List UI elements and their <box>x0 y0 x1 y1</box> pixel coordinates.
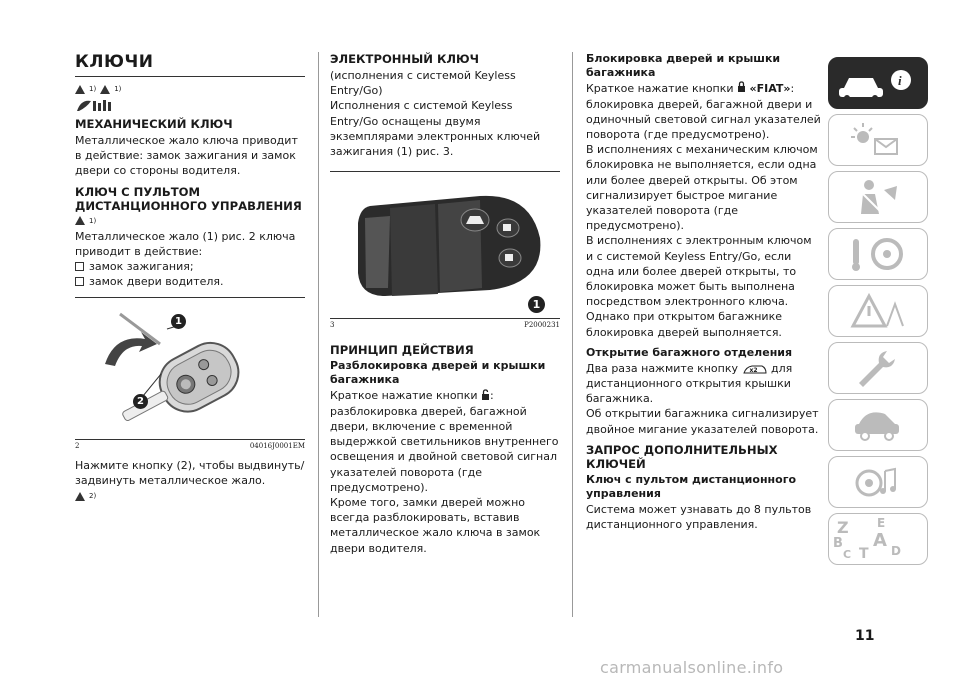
tab-safety[interactable] <box>828 171 928 223</box>
callout-1: 1 <box>528 296 545 313</box>
environment-icon <box>75 97 305 113</box>
title-rule <box>75 76 305 77</box>
electronic-key-illustration <box>330 178 560 318</box>
fold-key-illustration <box>75 304 305 439</box>
svg-text:i: i <box>898 73 902 88</box>
bullet-box-icon <box>75 262 84 271</box>
callout-2: 2 <box>133 394 148 409</box>
figure-3 <box>330 178 560 319</box>
wrench-icon <box>829 343 927 393</box>
lock-icon <box>737 81 746 96</box>
tab-car-info[interactable] <box>828 57 928 109</box>
lock-text-4: Однако при открытом багажнике блокировка дверей выполняется. <box>586 310 782 339</box>
unlock-text-2: Кроме того, замки дверей можно всегда разблокировать, вставив металлическое жало ключа в замок двери водителя. <box>330 496 541 555</box>
trunk-text-2: Об открытии багажника сигнализирует двойное мигание указателей поворота. <box>586 407 819 436</box>
car-service-icon <box>829 400 927 450</box>
unlock-heading: Разблокировка дверей и крышки багажника <box>330 359 546 387</box>
warning-refs: 1) 1) <box>75 83 305 95</box>
callout-1: 1 <box>171 314 186 329</box>
electronic-key-subtext: (исполнения с системой Keyless Entry/Go) <box>330 69 516 98</box>
tab-warnings[interactable] <box>828 285 928 337</box>
lock-text: Краткое нажатие кнопки «FIAT»: блокировка дверей, багажной двери и одиночный световой сигнал указателей поворота (где предусмотрено). <box>586 82 821 141</box>
principle-heading: ПРИНЦИП ДЕЙСТВИЯ <box>330 343 474 358</box>
warning-icon <box>75 216 85 225</box>
lights-mail-icon <box>829 115 927 165</box>
trunk-x2-icon: x2 <box>742 363 768 375</box>
watermark: carmanualsonline.info <box>600 658 784 677</box>
unlock-icon <box>481 389 490 404</box>
unlock-text: Краткое нажатие кнопки : разблокировка дверей, багажной двери, включение с временной выдержкой светильников внутреннего освещения и двойной световой сигнал указателей поворота (где предусмотрено). <box>330 389 559 494</box>
trunk-heading: Открытие багажного отделения <box>586 345 793 359</box>
index-letter: B <box>833 536 843 551</box>
remote-key-heading: КЛЮЧ С ПУЛЬТОМ ДИСТАНЦИОННОГО УПРАВЛЕНИЯ <box>75 184 302 213</box>
media-icon <box>829 457 927 507</box>
bullet-item: замок двери водителя. <box>75 274 305 289</box>
bullet-item: замок зажигания; <box>75 259 305 274</box>
figure-top-rule <box>75 297 305 298</box>
index-letter: C <box>843 548 852 561</box>
figure-caption <box>330 321 560 329</box>
lock-text-3: В исполнениях с электронным ключом и с системой Keyless Entry/Go, если одна или более дверей открыты, то блокировка может быть выполнена посредством электронного ключа. <box>586 234 812 309</box>
column-1 <box>75 52 305 504</box>
column-3 <box>586 52 821 532</box>
lock-heading: Блокировка дверей и крышки багажника <box>586 52 781 79</box>
mech-key-text: Металлическое жало ключа приводит в действие: замок зажигания и замок двери со стороны водителя. <box>75 134 298 178</box>
figure-code: P2000231 <box>524 321 560 330</box>
column-divider <box>572 52 573 617</box>
tab-multimedia[interactable] <box>828 456 928 508</box>
car-info-icon <box>829 58 927 108</box>
trunk-text: Два раза нажмите кнопку x2 для дистанционного открытия крышки багажника. <box>586 361 793 406</box>
index-letter: D <box>891 544 901 558</box>
warning-icon <box>75 492 85 501</box>
after-figure-text: Нажмите кнопку (2), чтобы выдвинуть/задвинуть металлическое жало. <box>75 459 305 488</box>
figure-caption <box>75 442 305 450</box>
request-heading: ЗАПРОС ДОПОЛНИТЕЛЬНЫХ КЛЮЧЕЙ <box>586 442 778 471</box>
seatbelt-airbag-icon <box>829 172 927 222</box>
warning-ref: 2) <box>75 490 305 502</box>
index-letter: E <box>877 516 886 530</box>
tab-maintenance[interactable] <box>828 399 928 451</box>
warning-icon <box>75 85 85 94</box>
section-title: КЛЮЧИ <box>75 52 154 72</box>
tab-emergency[interactable] <box>828 342 928 394</box>
chapter-sidebar <box>828 57 928 570</box>
column-2 <box>330 52 560 556</box>
mech-key-heading: МЕХАНИЧЕСКИЙ КЛЮЧ <box>75 117 233 131</box>
warning-ref: 1) <box>75 215 305 227</box>
page-number: 11 <box>855 628 875 644</box>
index-letter: Z <box>837 518 849 537</box>
lock-text-2: В исполнениях с механическим ключом блокировка не выполняется, если одна или более дверей открыты. Об этом сигнализирует быстрое мигание указателей поворота (где предусмотрено). <box>586 143 818 233</box>
figure-number: 2 <box>75 442 80 451</box>
request-subheading: Ключ с пультом дистанционного управления <box>586 472 796 500</box>
request-text: Система может узнавать до 8 пультов дистанционного управления. <box>586 502 812 532</box>
index-letter: T <box>859 546 869 562</box>
figure-code: 04016J0001EM <box>249 442 305 451</box>
steering-key-icon <box>829 229 927 279</box>
tab-driving[interactable] <box>828 228 928 280</box>
tab-index[interactable] <box>828 513 928 565</box>
column-divider <box>318 52 319 617</box>
figure-number: 3 <box>330 321 335 330</box>
electronic-key-heading: ЭЛЕКТРОННЫЙ КЛЮЧ <box>330 52 480 66</box>
warning-icon <box>100 85 110 94</box>
electronic-key-text: Исполнения с системой Keyless Entry/Go оснащены двумя экземплярами электронных ключей зажигания (1) рис. 3. <box>330 99 541 159</box>
tab-lights[interactable] <box>828 114 928 166</box>
bullet-box-icon <box>75 277 84 286</box>
figure-top-rule <box>330 171 560 172</box>
warning-road-icon <box>829 286 927 336</box>
figure-2 <box>75 304 305 440</box>
remote-key-text: Металлическое жало (1) рис. 2 ключа приводит в действие: <box>75 229 296 258</box>
index-letter: A <box>873 530 887 551</box>
